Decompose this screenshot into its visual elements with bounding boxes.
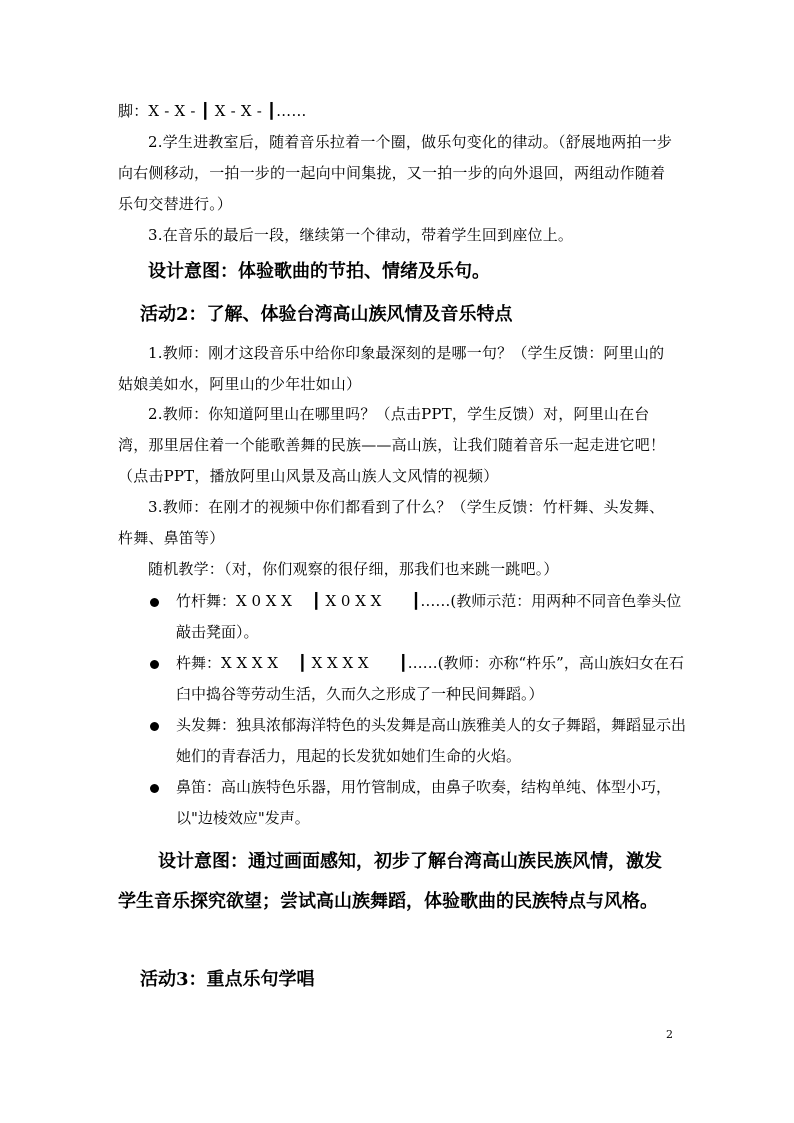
qa-2: 2.教师：你知道阿里山在哪里吗？（点击PPT，学生反馈）对，阿里山在台湾，那里居住着一个能歌善舞的民族——高山族，让我们随着音乐一起走进它吧！（点击PPT，播放阿里山风景及高山族人文风情的视频） bbox=[118, 405, 666, 485]
rhythm-line: 脚：X - X - ┃ X - X - ┃…… bbox=[118, 102, 307, 120]
design-intent-2: 设计意图：通过画面感知，初步了解台湾高山族民族风情，激发学生音乐探究欲望；尝试高山族舞蹈，体验歌曲的民族特点与风格。 bbox=[118, 851, 662, 912]
activity-2-heading: 活动2：了解、体验台湾高山族风情及音乐特点 bbox=[140, 304, 513, 325]
step-2: 2.学生进教室后，随着音乐拉着一个圈，做乐句变化的律动。（舒展地两拍一步向右侧移动，一拍一步的一起向中间集拢，又一拍一步的向外退回，两组动作随着乐句交替进行。） bbox=[118, 133, 673, 213]
bullet-icon bbox=[150, 660, 159, 669]
random-teaching: 随机教学：（对，你们观察的很仔细，那我们也来跳一跳吧。） bbox=[148, 560, 559, 578]
qa-1: 1.教师：刚才这段音乐中给你印象最深刻的是哪一句？（学生反馈：阿里山的姑娘美如水，阿里山的少年壮如山） bbox=[118, 344, 665, 393]
bullet-pestle-dance: 杵舞：X X X X ┃ X X X X ┃……(教师：亦称“杵乐”，高山族妇女在石臼中捣谷等劳动生活，久而久之形成了一种民间舞蹈。） bbox=[176, 654, 684, 703]
bullet-hair-dance: 头发舞：独具浓郁海洋特色的头发舞是高山族雅美人的女子舞蹈，舞蹈显示出她们的青春活力，甩起的长发犹如她们生命的火焰。 bbox=[176, 716, 687, 765]
bullet-icon bbox=[150, 722, 159, 731]
bullet-nose-flute: 鼻笛：高山族特色乐器，用竹管制成，由鼻子吹奏，结构单纯、体型小巧，以"边棱效应"发声。 bbox=[176, 778, 672, 827]
design-intent-1: 设计意图：体验歌曲的节拍、情绪及乐句。 bbox=[148, 261, 490, 282]
bullet-icon bbox=[150, 784, 159, 793]
step-3: 3.在音乐的最后一段，继续第一个律动，带着学生回到座位上。 bbox=[148, 226, 574, 244]
qa-3: 3.教师：在刚才的视频中你们都看到了什么？（学生反馈：竹杆舞、头发舞、杵舞、鼻笛等） bbox=[118, 498, 665, 547]
bullet-icon bbox=[150, 598, 159, 607]
activity-3-heading: 活动3：重点乐句学唱 bbox=[140, 969, 315, 990]
bullet-bamboo-dance: 竹杆舞：X 0 X X ┃ X 0 X X ┃……(教师示范：用两种不同音色拳头位敲击凳面）。 bbox=[176, 592, 682, 641]
page-number: 2 bbox=[666, 1028, 673, 1041]
